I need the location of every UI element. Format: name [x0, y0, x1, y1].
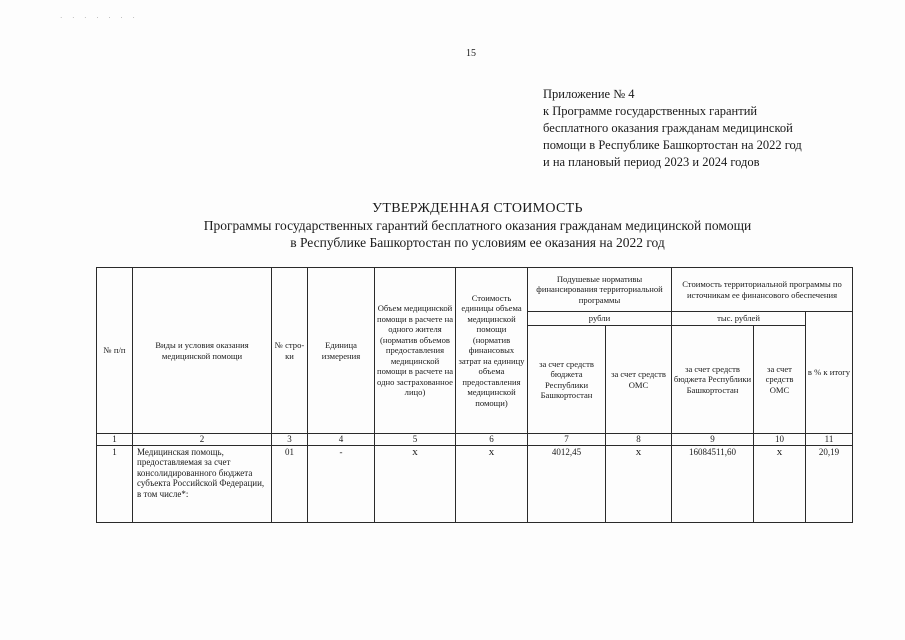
index-cell: 10	[754, 434, 806, 446]
header-volume: Объем медицинской помощи в расчете на одного жителя (норматив объемов предоставления медицинской помощи в расчете на одно застрахованное лицо)	[375, 268, 456, 434]
header-oms-2: за счет средств ОМС	[754, 326, 806, 434]
index-cell: 6	[456, 434, 528, 446]
title-main: УТВЕРЖДЕННАЯ СТОИМОСТЬ	[372, 201, 583, 216]
cell-oms: х	[606, 445, 672, 522]
cell-percent: 20,19	[806, 445, 853, 522]
document-title	[0, 201, 905, 251]
cost-table	[96, 267, 853, 523]
header-row-no: № стро-ки	[272, 268, 308, 434]
title-sub-2: в Республике Башкортостан по условиям ее оказания на 2022 год	[290, 235, 665, 250]
header-per-capita: Подушевые нормативы финансирования территориальной программы	[528, 268, 672, 312]
header-type: Виды и условия оказания медицинской помощи	[133, 268, 272, 434]
appendix-line: к Программе государственных гарантий	[543, 104, 758, 118]
index-cell: 4	[308, 434, 375, 446]
cell-volume: х	[375, 445, 456, 522]
header-cost: Стоимость единицы объема медицинской помощи (норматив финансовых затрат на единицу объема предоставления медицинской помощи)	[456, 268, 528, 434]
header-thousand-rub: тыс. рублей	[672, 312, 806, 326]
header-num: № п/п	[97, 268, 133, 434]
appendix-line: и на плановый период 2023 и 2024 годов	[543, 155, 760, 169]
appendix-line: Приложение № 4	[543, 87, 635, 101]
page-number: 15	[466, 48, 476, 59]
header-unit: Единица измерения	[308, 268, 375, 434]
cell-row-no: 01	[272, 445, 308, 522]
header-budget-rb-2: за счет средств бюджета Республики Башкортостан	[672, 326, 754, 434]
table-row	[97, 445, 853, 522]
cell-type: Медицинская помощь, предоставляемая за счет консолидированного бюджета субъекта Российской Федерации, в том числе*:	[133, 445, 272, 522]
cell-unit: -	[308, 445, 375, 522]
index-cell: 11	[806, 434, 853, 446]
header-percent: в % к итогу	[806, 312, 853, 434]
index-cell: 1	[97, 434, 133, 446]
index-cell: 3	[272, 434, 308, 446]
appendix-note	[543, 86, 802, 171]
index-cell: 5	[375, 434, 456, 446]
header-rubles: рубли	[528, 312, 672, 326]
index-cell: 9	[672, 434, 754, 446]
appendix-line: бесплатного оказания гражданам медицинской	[543, 121, 793, 135]
cell-oms-2: х	[754, 445, 806, 522]
header-cost-territorial: Стоимость территориальной программы по источникам ее финансового обеспечения	[672, 268, 853, 312]
cell-num: 1	[97, 445, 133, 522]
index-cell: 8	[606, 434, 672, 446]
title-sub-1: Программы государственных гарантий бесплатного оказания гражданам медицинской помощи	[203, 218, 752, 233]
cell-budget-rb-2: 16084511,60	[672, 445, 754, 522]
appendix-line: помощи в Республике Башкортостан на 2022 год	[543, 138, 802, 152]
index-cell: 7	[528, 434, 606, 446]
cell-cost: х	[456, 445, 528, 522]
header-oms: за счет средств ОМС	[606, 326, 672, 434]
header-budget-rb: за счет средств бюджета Республики Башкортостан	[528, 326, 606, 434]
cell-budget-rb: 4012,45	[528, 445, 606, 522]
index-row	[97, 434, 853, 446]
index-cell: 2	[133, 434, 272, 446]
scan-artifact: · · · · · · ·	[60, 14, 139, 22]
